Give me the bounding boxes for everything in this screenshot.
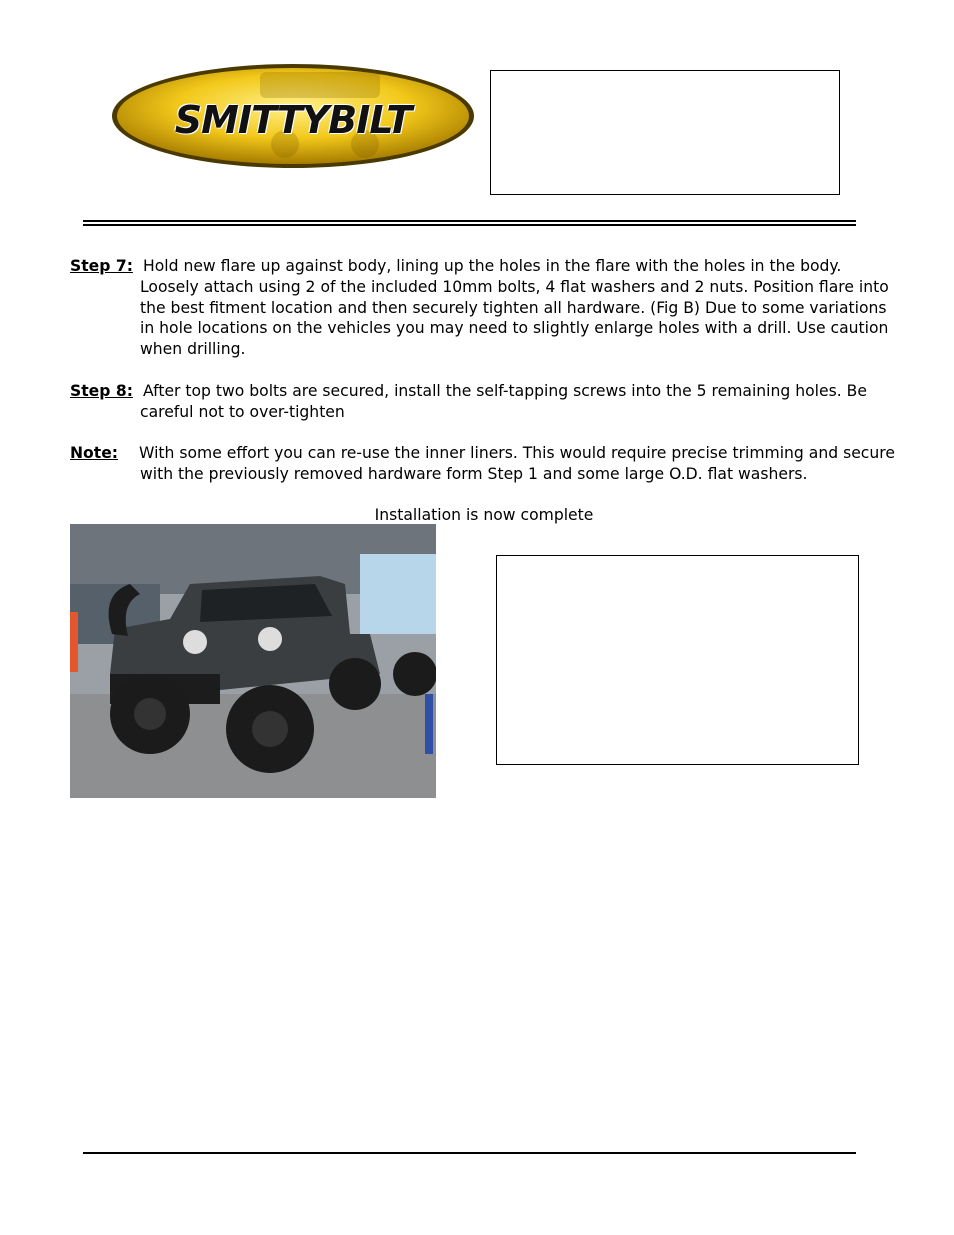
step-label: Step 8: (70, 382, 133, 400)
figure-caption-box (496, 555, 859, 765)
step-8 (70, 381, 900, 423)
step-text: careful not to over-tighten (140, 402, 345, 421)
note-text: with the previously removed hardware form Step 1 and some large O.D. flat washers. (140, 464, 808, 483)
note-label: Note: (70, 444, 119, 462)
note-text-first-line: With some effort you can re-use the inner liners. This would require precise trimming and secure (139, 444, 895, 462)
header-divider (83, 220, 856, 226)
header-info-box (490, 70, 840, 195)
smittybilt-logo (110, 62, 476, 170)
step-7 (70, 256, 900, 360)
step-label: Step 7: (70, 257, 133, 275)
footer-divider (83, 1152, 856, 1154)
jeep-photo-illustration (70, 524, 436, 798)
step-text-first-line: After top two bolts are secured, install the self-tapping screws into the 5 remaining holes. Be (143, 382, 867, 400)
jeep-photo (70, 524, 436, 798)
step-text-first-line: Hold new flare up against body, lining up the holes in the flare with the holes in the body. (143, 257, 842, 275)
logo-wordmark: SMITTYBILT (174, 98, 412, 142)
step-text: Loosely attach using 2 of the included 10mm bolts, 4 flat washers and 2 nuts. Position flare into the best fitment location and then securely tighten all hardware. (Fig B) Due to some variations in hole locations on the vehicles you may need to slightly enlarge holes with a drill. Use caution when drilling. (140, 277, 889, 359)
completion-message: Installation is now complete (374, 506, 594, 524)
note (70, 443, 900, 485)
